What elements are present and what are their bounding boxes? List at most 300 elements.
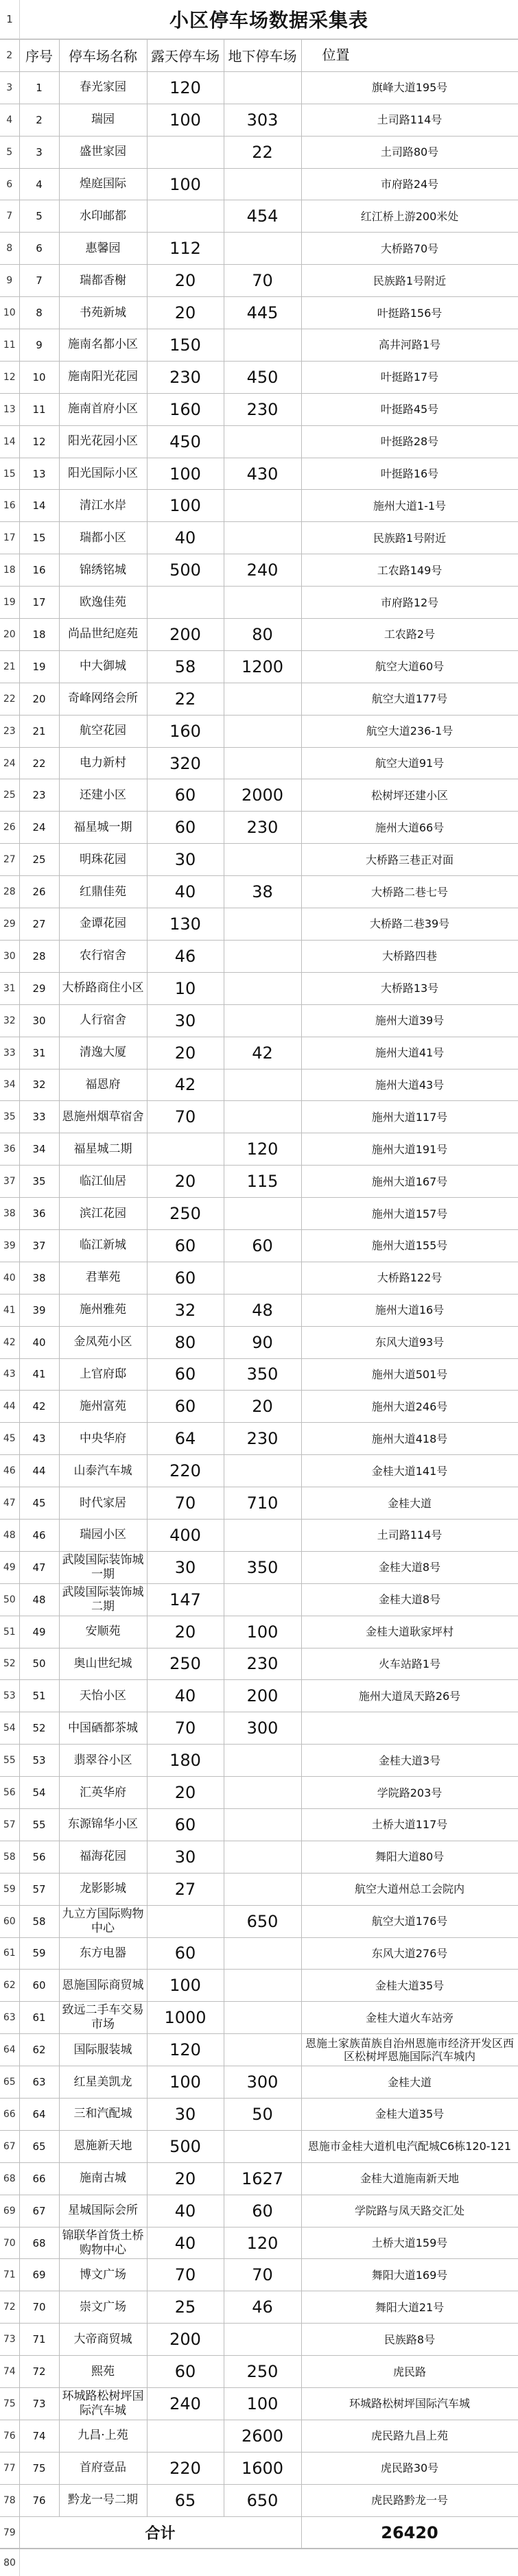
row-number[interactable]: 75 bbox=[0, 2388, 19, 2420]
cell-name[interactable]: 九昌·上苑 bbox=[59, 2420, 147, 2452]
cell-location[interactable]: 土司路114号 bbox=[301, 1519, 518, 1551]
cell-open-air[interactable]: 27 bbox=[147, 1873, 224, 1905]
cell-underground[interactable]: 300 bbox=[224, 1712, 301, 1745]
cell-underground[interactable] bbox=[224, 1101, 301, 1133]
cell-open-air[interactable]: 70 bbox=[147, 1101, 224, 1133]
cell-open-air[interactable]: 40 bbox=[147, 2195, 224, 2227]
row-number[interactable]: 56 bbox=[0, 1777, 19, 1809]
cell-open-air[interactable]: 30 bbox=[147, 1004, 224, 1037]
row-number[interactable]: 29 bbox=[0, 908, 19, 941]
row-number[interactable]: 37 bbox=[0, 1166, 19, 1198]
cell-location[interactable]: 工农路2号 bbox=[301, 619, 518, 651]
cell-location[interactable]: 施州大道41号 bbox=[301, 1037, 518, 1069]
cell-underground[interactable]: 46 bbox=[224, 2291, 301, 2324]
cell-seq[interactable]: 7 bbox=[19, 265, 59, 297]
cell-underground[interactable] bbox=[224, 233, 301, 265]
cell-name[interactable]: 施南名都小区 bbox=[59, 329, 147, 362]
cell-open-air[interactable]: 130 bbox=[147, 908, 224, 941]
cell-seq[interactable]: 58 bbox=[19, 1905, 59, 1937]
cell-underground[interactable]: 430 bbox=[224, 458, 301, 490]
cell-name[interactable]: 瑞都小区 bbox=[59, 522, 147, 554]
cell-name[interactable]: 滨江花园 bbox=[59, 1198, 147, 1230]
cell-underground[interactable]: 120 bbox=[224, 1133, 301, 1166]
row-number[interactable]: 71 bbox=[0, 2259, 19, 2291]
row-number[interactable]: 18 bbox=[0, 554, 19, 587]
cell-name[interactable]: 锦联华首货土桥购物中心 bbox=[59, 2227, 147, 2259]
row-number[interactable]: 42 bbox=[0, 1326, 19, 1358]
cell-name[interactable]: 锦绣铭城 bbox=[59, 554, 147, 587]
cell-open-air[interactable]: 46 bbox=[147, 940, 224, 972]
cell-location[interactable]: 旗峰大道195号 bbox=[301, 71, 518, 104]
cell-seq[interactable]: 56 bbox=[19, 1841, 59, 1873]
cell-seq[interactable]: 35 bbox=[19, 1166, 59, 1198]
cell-seq[interactable]: 71 bbox=[19, 2324, 59, 2356]
cell-location[interactable]: 大桥路122号 bbox=[301, 1262, 518, 1294]
cell-seq[interactable]: 69 bbox=[19, 2259, 59, 2291]
cell-open-air[interactable]: 250 bbox=[147, 1648, 224, 1680]
row-number[interactable]: 35 bbox=[0, 1101, 19, 1133]
cell-name[interactable]: 农行宿舍 bbox=[59, 940, 147, 972]
cell-location[interactable]: 学院路203号 bbox=[301, 1777, 518, 1809]
cell-name[interactable]: 施州雅苑 bbox=[59, 1294, 147, 1326]
cell-name[interactable]: 国际服装城 bbox=[59, 2034, 147, 2066]
cell-location[interactable]: 东风大道93号 bbox=[301, 1326, 518, 1358]
row-number[interactable]: 38 bbox=[0, 1198, 19, 1230]
cell-open-air[interactable]: 160 bbox=[147, 393, 224, 425]
cell-name[interactable]: 阳光国际小区 bbox=[59, 458, 147, 490]
cell-seq[interactable]: 10 bbox=[19, 361, 59, 393]
cell-name[interactable]: 红鼎佳苑 bbox=[59, 876, 147, 908]
header-location[interactable]: 位置 bbox=[301, 40, 518, 72]
cell-name[interactable]: 上官府邸 bbox=[59, 1358, 147, 1391]
cell-seq[interactable]: 72 bbox=[19, 2356, 59, 2388]
cell-location[interactable]: 舞阳大道21号 bbox=[301, 2291, 518, 2324]
cell-location[interactable]: 航空大道176号 bbox=[301, 1905, 518, 1937]
cell-name[interactable]: 熙苑 bbox=[59, 2356, 147, 2388]
cell-location[interactable]: 航空大道60号 bbox=[301, 650, 518, 683]
cell-seq[interactable]: 18 bbox=[19, 619, 59, 651]
cell-seq[interactable]: 75 bbox=[19, 2452, 59, 2484]
cell-seq[interactable]: 4 bbox=[19, 168, 59, 200]
cell-open-air[interactable]: 100 bbox=[147, 168, 224, 200]
cell-location[interactable]: 施州大道43号 bbox=[301, 1069, 518, 1101]
cell-name[interactable]: 武陵国际装饰城一期 bbox=[59, 1551, 147, 1583]
cell-open-air[interactable]: 100 bbox=[147, 458, 224, 490]
cell-name[interactable]: 黔龙一号二期 bbox=[59, 2484, 147, 2516]
cell-name[interactable]: 博文广场 bbox=[59, 2259, 147, 2291]
cell-open-air[interactable]: 240 bbox=[147, 2388, 224, 2420]
cell-name[interactable]: 航空花园 bbox=[59, 715, 147, 747]
cell-open-air[interactable]: 220 bbox=[147, 1455, 224, 1487]
cell-underground[interactable]: 48 bbox=[224, 1294, 301, 1326]
cell-underground[interactable] bbox=[224, 168, 301, 200]
cell-name[interactable]: 中大御城 bbox=[59, 650, 147, 683]
cell-location[interactable]: 金桂大道施南新天地 bbox=[301, 2162, 518, 2195]
cell-seq[interactable]: 74 bbox=[19, 2420, 59, 2452]
cell-location[interactable]: 大桥路13号 bbox=[301, 972, 518, 1004]
cell-seq[interactable]: 15 bbox=[19, 522, 59, 554]
cell-underground[interactable]: 70 bbox=[224, 2259, 301, 2291]
row-number[interactable]: 45 bbox=[0, 1423, 19, 1455]
cell-seq[interactable]: 66 bbox=[19, 2162, 59, 2195]
row-number[interactable]: 70 bbox=[0, 2227, 19, 2259]
cell-location[interactable]: 民族路8号 bbox=[301, 2324, 518, 2356]
cell-underground[interactable] bbox=[224, 1937, 301, 1970]
cell-open-air[interactable]: 32 bbox=[147, 1294, 224, 1326]
cell-underground[interactable]: 710 bbox=[224, 1487, 301, 1520]
cell-open-air[interactable]: 30 bbox=[147, 1841, 224, 1873]
row-number[interactable]: 51 bbox=[0, 1616, 19, 1648]
cell-location[interactable]: 施州大道117号 bbox=[301, 1101, 518, 1133]
cell-open-air[interactable]: 100 bbox=[147, 1970, 224, 2002]
cell-underground[interactable]: 350 bbox=[224, 1358, 301, 1391]
cell-seq[interactable]: 48 bbox=[19, 1583, 59, 1616]
row-number[interactable]: 44 bbox=[0, 1391, 19, 1423]
cell-open-air[interactable]: 30 bbox=[147, 2099, 224, 2131]
row-number[interactable]: 12 bbox=[0, 361, 19, 393]
cell-underground[interactable] bbox=[224, 1745, 301, 1777]
cell-location[interactable]: 金桂大道8号 bbox=[301, 1551, 518, 1583]
cell-underground[interactable]: 120 bbox=[224, 2227, 301, 2259]
cell-open-air[interactable]: 160 bbox=[147, 715, 224, 747]
cell-seq[interactable]: 51 bbox=[19, 1680, 59, 1712]
cell-location[interactable]: 叶挺路28号 bbox=[301, 425, 518, 458]
cell-location[interactable]: 大桥路二巷七号 bbox=[301, 876, 518, 908]
cell-open-air[interactable]: 60 bbox=[147, 1262, 224, 1294]
cell-location[interactable]: 火车站路1号 bbox=[301, 1648, 518, 1680]
cell-name[interactable]: 盛世家园 bbox=[59, 136, 147, 168]
cell-name[interactable]: 安顺苑 bbox=[59, 1616, 147, 1648]
cell-location[interactable]: 金桂大道35号 bbox=[301, 1970, 518, 2002]
row-number[interactable]: 52 bbox=[0, 1648, 19, 1680]
cell-underground[interactable] bbox=[224, 683, 301, 715]
cell-open-air[interactable]: 20 bbox=[147, 1166, 224, 1198]
cell-underground[interactable]: 454 bbox=[224, 200, 301, 233]
cell-location[interactable]: 金桂大道3号 bbox=[301, 1745, 518, 1777]
cell-seq[interactable]: 67 bbox=[19, 2195, 59, 2227]
cell-open-air[interactable]: 60 bbox=[147, 779, 224, 812]
cell-underground[interactable] bbox=[224, 1262, 301, 1294]
cell-seq[interactable]: 53 bbox=[19, 1745, 59, 1777]
cell-underground[interactable] bbox=[224, 2002, 301, 2034]
cell-seq[interactable]: 76 bbox=[19, 2484, 59, 2516]
row-number[interactable]: 80 bbox=[0, 2549, 20, 2576]
row-number[interactable]: 78 bbox=[0, 2484, 19, 2516]
cell-seq[interactable]: 47 bbox=[19, 1551, 59, 1583]
cell-name[interactable]: 时代家居 bbox=[59, 1487, 147, 1520]
cell-location[interactable]: 金桂大道耿家坪村 bbox=[301, 1616, 518, 1648]
cell-open-air[interactable]: 60 bbox=[147, 1229, 224, 1262]
cell-location[interactable]: 施州大道167号 bbox=[301, 1166, 518, 1198]
cell-open-air[interactable]: 500 bbox=[147, 2130, 224, 2162]
cell-name[interactable]: 明珠花园 bbox=[59, 844, 147, 876]
cell-name[interactable]: 三和汽配城 bbox=[59, 2099, 147, 2131]
cell-seq[interactable]: 42 bbox=[19, 1391, 59, 1423]
row-number[interactable]: 26 bbox=[0, 812, 19, 844]
cell-underground[interactable]: 100 bbox=[224, 1616, 301, 1648]
cell-seq[interactable]: 30 bbox=[19, 1004, 59, 1037]
cell-location[interactable]: 航空大道州总工会院内 bbox=[301, 1873, 518, 1905]
cell-location[interactable]: 叶挺路45号 bbox=[301, 393, 518, 425]
cell-underground[interactable] bbox=[224, 1519, 301, 1551]
cell-location[interactable]: 金桂大道 bbox=[301, 1487, 518, 1520]
row-number[interactable]: 65 bbox=[0, 2066, 19, 2099]
row-number[interactable]: 19 bbox=[0, 587, 19, 619]
cell-underground[interactable]: 100 bbox=[224, 2388, 301, 2420]
cell-location[interactable]: 航空大道91号 bbox=[301, 747, 518, 779]
cell-location[interactable]: 恩施土家族苗族自治州恩施市经济开发区西区松树坪恩施国际汽车城内 bbox=[301, 2034, 518, 2066]
cell-seq[interactable]: 13 bbox=[19, 458, 59, 490]
row-number[interactable]: 54 bbox=[0, 1712, 19, 1745]
cell-underground[interactable]: 60 bbox=[224, 2195, 301, 2227]
cell-name[interactable]: 施南首府小区 bbox=[59, 393, 147, 425]
cell-open-air[interactable]: 400 bbox=[147, 1519, 224, 1551]
cell-seq[interactable]: 20 bbox=[19, 683, 59, 715]
cell-name[interactable]: 电力新村 bbox=[59, 747, 147, 779]
cell-name[interactable]: 恩施新天地 bbox=[59, 2130, 147, 2162]
cell-underground[interactable]: 650 bbox=[224, 1905, 301, 1937]
row-number[interactable]: 66 bbox=[0, 2099, 19, 2131]
cell-location[interactable]: 施州大道191号 bbox=[301, 1133, 518, 1166]
cell-location[interactable]: 土司路80号 bbox=[301, 136, 518, 168]
cell-location[interactable]: 虎民路黔龙一号 bbox=[301, 2484, 518, 2516]
cell-open-air[interactable]: 180 bbox=[147, 1745, 224, 1777]
cell-location[interactable]: 金桂大道 bbox=[301, 2066, 518, 2099]
row-number[interactable]: 64 bbox=[0, 2034, 19, 2066]
cell-seq[interactable]: 14 bbox=[19, 490, 59, 522]
cell-location[interactable]: 松树坪还建小区 bbox=[301, 779, 518, 812]
cell-open-air[interactable] bbox=[147, 1133, 224, 1166]
cell-name[interactable]: 欧逸佳苑 bbox=[59, 587, 147, 619]
cell-open-air[interactable]: 70 bbox=[147, 2259, 224, 2291]
row-number[interactable]: 50 bbox=[0, 1583, 19, 1616]
cell-seq[interactable]: 9 bbox=[19, 329, 59, 362]
cell-name[interactable]: 惠馨园 bbox=[59, 233, 147, 265]
cell-underground[interactable] bbox=[224, 1777, 301, 1809]
cell-location[interactable]: 金桂大道火车站旁 bbox=[301, 2002, 518, 2034]
cell-seq[interactable]: 31 bbox=[19, 1037, 59, 1069]
cell-location[interactable]: 土桥大道117号 bbox=[301, 1808, 518, 1841]
cell-open-air[interactable] bbox=[147, 587, 224, 619]
cell-seq[interactable]: 27 bbox=[19, 908, 59, 941]
row-number[interactable]: 2 bbox=[0, 40, 19, 72]
cell-name[interactable]: 奥山世纪城 bbox=[59, 1648, 147, 1680]
cell-seq[interactable]: 11 bbox=[19, 393, 59, 425]
row-number[interactable]: 1 bbox=[0, 0, 20, 38]
cell-name[interactable]: 人行宿舍 bbox=[59, 1004, 147, 1037]
cell-open-air[interactable]: 40 bbox=[147, 876, 224, 908]
cell-name[interactable]: 首府壹品 bbox=[59, 2452, 147, 2484]
cell-location[interactable]: 航空大道236-1号 bbox=[301, 715, 518, 747]
cell-name[interactable]: 福星城二期 bbox=[59, 1133, 147, 1166]
cell-open-air[interactable]: 40 bbox=[147, 1680, 224, 1712]
cell-underground[interactable] bbox=[224, 425, 301, 458]
cell-open-air[interactable]: 60 bbox=[147, 812, 224, 844]
cell-underground[interactable] bbox=[224, 1583, 301, 1616]
row-number[interactable]: 39 bbox=[0, 1229, 19, 1262]
cell-underground[interactable]: 450 bbox=[224, 361, 301, 393]
cell-open-air[interactable]: 30 bbox=[147, 844, 224, 876]
cell-underground[interactable] bbox=[224, 2130, 301, 2162]
cell-underground[interactable]: 445 bbox=[224, 297, 301, 329]
cell-open-air[interactable]: 60 bbox=[147, 1808, 224, 1841]
row-number[interactable]: 11 bbox=[0, 329, 19, 362]
cell-open-air[interactable] bbox=[147, 2420, 224, 2452]
cell-location[interactable]: 施州大道1-1号 bbox=[301, 490, 518, 522]
cell-open-air[interactable]: 58 bbox=[147, 650, 224, 683]
row-number[interactable]: 43 bbox=[0, 1358, 19, 1391]
cell-seq[interactable]: 46 bbox=[19, 1519, 59, 1551]
cell-name[interactable]: 东源锦华小区 bbox=[59, 1808, 147, 1841]
cell-seq[interactable]: 6 bbox=[19, 233, 59, 265]
row-number[interactable]: 5 bbox=[0, 136, 19, 168]
cell-location[interactable]: 叶挺路156号 bbox=[301, 297, 518, 329]
cell-location[interactable]: 叶挺路17号 bbox=[301, 361, 518, 393]
cell-name[interactable]: 施南古城 bbox=[59, 2162, 147, 2195]
row-number[interactable]: 24 bbox=[0, 747, 19, 779]
cell-name[interactable]: 水印邮都 bbox=[59, 200, 147, 233]
cell-open-air[interactable]: 70 bbox=[147, 1712, 224, 1745]
cell-name[interactable]: 天怡小区 bbox=[59, 1680, 147, 1712]
cell-name[interactable]: 中国硒都茶城 bbox=[59, 1712, 147, 1745]
cell-seq[interactable]: 17 bbox=[19, 587, 59, 619]
cell-name[interactable]: 福星城一期 bbox=[59, 812, 147, 844]
cell-open-air[interactable]: 200 bbox=[147, 619, 224, 651]
header-seq[interactable]: 序号 bbox=[19, 40, 59, 72]
cell-open-air[interactable]: 147 bbox=[147, 1583, 224, 1616]
cell-location[interactable]: 虎民路30号 bbox=[301, 2452, 518, 2484]
row-number[interactable]: 49 bbox=[0, 1551, 19, 1583]
cell-seq[interactable]: 41 bbox=[19, 1358, 59, 1391]
row-number[interactable]: 3 bbox=[0, 71, 19, 104]
cell-underground[interactable] bbox=[224, 71, 301, 104]
cell-seq[interactable]: 29 bbox=[19, 972, 59, 1004]
row-number[interactable]: 41 bbox=[0, 1294, 19, 1326]
cell-open-air[interactable]: 200 bbox=[147, 2324, 224, 2356]
cell-name[interactable]: 瑞园 bbox=[59, 104, 147, 136]
cell-underground[interactable] bbox=[224, 1004, 301, 1037]
header-open-air[interactable]: 露天停车场 bbox=[147, 40, 224, 72]
row-number[interactable]: 6 bbox=[0, 168, 19, 200]
cell-seq[interactable]: 24 bbox=[19, 812, 59, 844]
row-number[interactable]: 63 bbox=[0, 2002, 19, 2034]
cell-location[interactable]: 舞阳大道80号 bbox=[301, 1841, 518, 1873]
cell-underground[interactable] bbox=[224, 1455, 301, 1487]
cell-location[interactable]: 民族路1号附近 bbox=[301, 265, 518, 297]
cell-name[interactable]: 金凤苑小区 bbox=[59, 1326, 147, 1358]
cell-location[interactable]: 土桥大道159号 bbox=[301, 2227, 518, 2259]
cell-location[interactable]: 高井河路1号 bbox=[301, 329, 518, 362]
cell-underground[interactable] bbox=[224, 1873, 301, 1905]
row-number[interactable]: 72 bbox=[0, 2291, 19, 2324]
cell-location[interactable]: 工农路149号 bbox=[301, 554, 518, 587]
cell-location[interactable]: 施州大道246号 bbox=[301, 1391, 518, 1423]
cell-underground[interactable] bbox=[224, 940, 301, 972]
cell-underground[interactable] bbox=[224, 908, 301, 941]
row-number[interactable]: 53 bbox=[0, 1680, 19, 1712]
cell-underground[interactable]: 200 bbox=[224, 1680, 301, 1712]
row-number[interactable]: 74 bbox=[0, 2356, 19, 2388]
cell-name[interactable]: 瑞园小区 bbox=[59, 1519, 147, 1551]
cell-underground[interactable]: 115 bbox=[224, 1166, 301, 1198]
row-number[interactable]: 69 bbox=[0, 2195, 19, 2227]
cell-location[interactable]: 金桂大道35号 bbox=[301, 2099, 518, 2131]
cell-location[interactable]: 大桥路二巷39号 bbox=[301, 908, 518, 941]
cell-seq[interactable]: 40 bbox=[19, 1326, 59, 1358]
cell-location[interactable]: 施州大道418号 bbox=[301, 1423, 518, 1455]
cell-open-air[interactable]: 70 bbox=[147, 1487, 224, 1520]
row-number[interactable]: 8 bbox=[0, 233, 19, 265]
total-value[interactable]: 26420 bbox=[301, 2516, 518, 2549]
cell-underground[interactable]: 303 bbox=[224, 104, 301, 136]
cell-seq[interactable]: 36 bbox=[19, 1198, 59, 1230]
row-number[interactable]: 22 bbox=[0, 683, 19, 715]
cell-open-air[interactable]: 64 bbox=[147, 1423, 224, 1455]
cell-seq[interactable]: 65 bbox=[19, 2130, 59, 2162]
cell-seq[interactable]: 49 bbox=[19, 1616, 59, 1648]
cell-underground[interactable] bbox=[224, 1198, 301, 1230]
cell-name[interactable]: 环城路松树坪国际汽车城 bbox=[59, 2388, 147, 2420]
cell-location[interactable]: 金桂大道8号 bbox=[301, 1583, 518, 1616]
cell-underground[interactable]: 250 bbox=[224, 2356, 301, 2388]
row-number[interactable]: 14 bbox=[0, 425, 19, 458]
cell-name[interactable]: 临江仙居 bbox=[59, 1166, 147, 1198]
cell-name[interactable]: 临江新城 bbox=[59, 1229, 147, 1262]
cell-underground[interactable] bbox=[224, 490, 301, 522]
cell-open-air[interactable]: 20 bbox=[147, 2162, 224, 2195]
cell-open-air[interactable]: 120 bbox=[147, 2034, 224, 2066]
cell-underground[interactable]: 230 bbox=[224, 1648, 301, 1680]
cell-seq[interactable]: 57 bbox=[19, 1873, 59, 1905]
row-number[interactable]: 76 bbox=[0, 2420, 19, 2452]
cell-underground[interactable]: 2600 bbox=[224, 2420, 301, 2452]
cell-open-air[interactable]: 220 bbox=[147, 2452, 224, 2484]
cell-seq[interactable]: 34 bbox=[19, 1133, 59, 1166]
cell-underground[interactable]: 1200 bbox=[224, 650, 301, 683]
cell-location[interactable]: 虎民路 bbox=[301, 2356, 518, 2388]
cell-location[interactable]: 学院路与凤天路交汇处 bbox=[301, 2195, 518, 2227]
cell-seq[interactable]: 16 bbox=[19, 554, 59, 587]
cell-seq[interactable]: 43 bbox=[19, 1423, 59, 1455]
cell-seq[interactable]: 28 bbox=[19, 940, 59, 972]
cell-underground[interactable] bbox=[224, 329, 301, 362]
cell-seq[interactable]: 5 bbox=[19, 200, 59, 233]
row-number[interactable]: 32 bbox=[0, 1004, 19, 1037]
cell-name[interactable]: 东方电器 bbox=[59, 1937, 147, 1970]
cell-open-air[interactable]: 60 bbox=[147, 1391, 224, 1423]
cell-open-air[interactable]: 20 bbox=[147, 265, 224, 297]
cell-open-air[interactable]: 120 bbox=[147, 71, 224, 104]
cell-name[interactable]: 山泰汽车城 bbox=[59, 1455, 147, 1487]
cell-open-air[interactable]: 65 bbox=[147, 2484, 224, 2516]
cell-underground[interactable] bbox=[224, 1841, 301, 1873]
cell-underground[interactable]: 230 bbox=[224, 1423, 301, 1455]
cell-underground[interactable] bbox=[224, 1808, 301, 1841]
cell-open-air[interactable]: 40 bbox=[147, 522, 224, 554]
cell-name[interactable]: 还建小区 bbox=[59, 779, 147, 812]
cell-name[interactable]: 煌庭国际 bbox=[59, 168, 147, 200]
cell-seq[interactable]: 54 bbox=[19, 1777, 59, 1809]
header-underground[interactable]: 地下停车场 bbox=[224, 40, 301, 72]
row-number[interactable]: 59 bbox=[0, 1873, 19, 1905]
cell-name[interactable]: 清逸大厦 bbox=[59, 1037, 147, 1069]
cell-underground[interactable] bbox=[224, 1970, 301, 2002]
cell-open-air[interactable] bbox=[147, 1905, 224, 1937]
cell-underground[interactable]: 1627 bbox=[224, 2162, 301, 2195]
row-number[interactable]: 40 bbox=[0, 1262, 19, 1294]
cell-underground[interactable]: 230 bbox=[224, 393, 301, 425]
cell-name[interactable]: 崇文广场 bbox=[59, 2291, 147, 2324]
